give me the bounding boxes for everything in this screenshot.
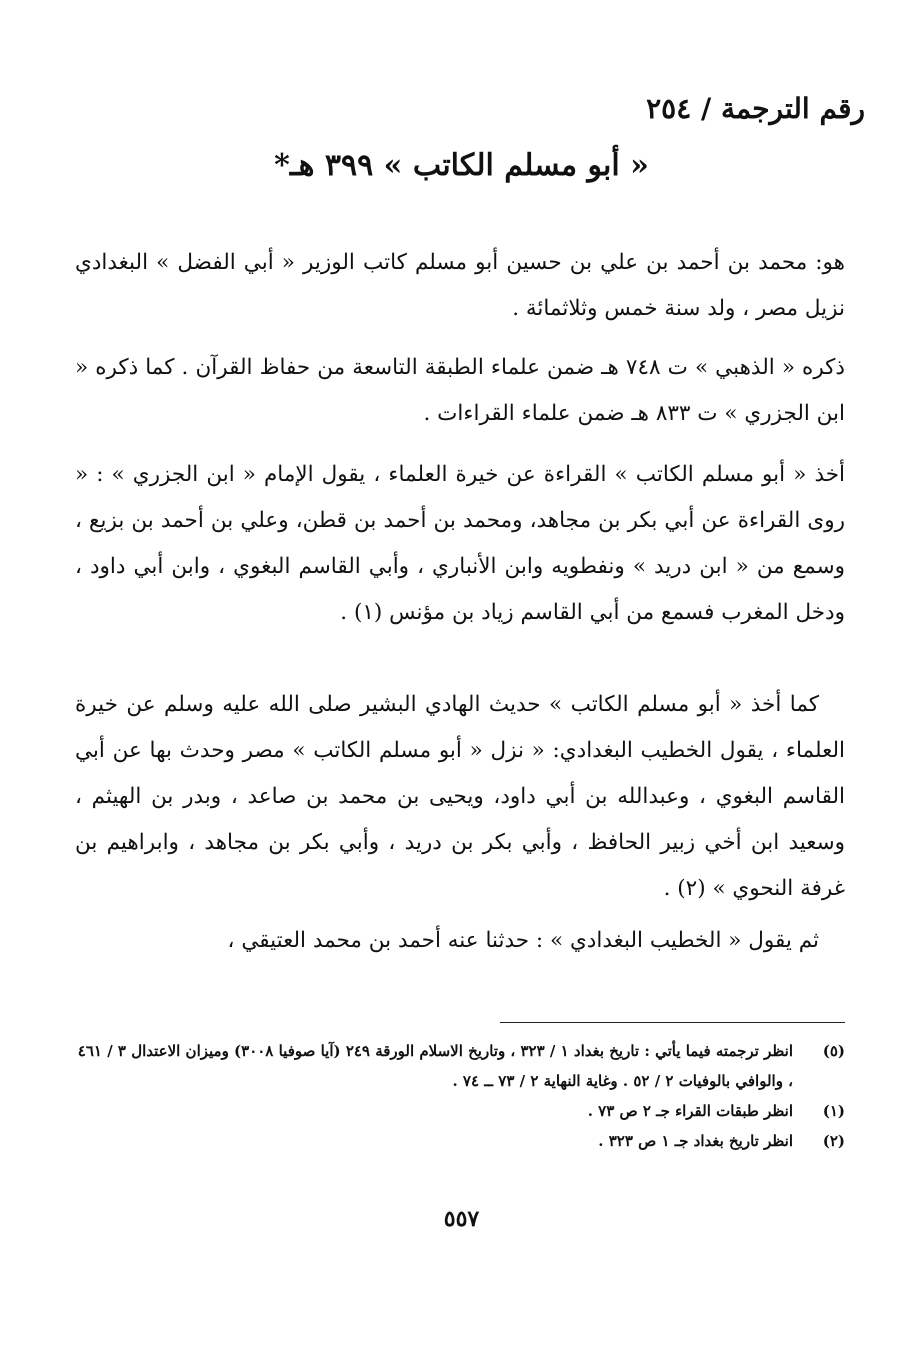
footnote-item [75,1096,845,1126]
footnote-text: انظر تاريخ بغداد جـ ١ ص ٣٢٣ . [598,1132,793,1150]
paragraph-continuation: ثم يقول « الخطيب البغدادي » : حدثنا عنه أحمد بن محمد العتيقي ، [227,928,819,953]
entry-number-heading: رقم الترجمة / ٢٥٤ [646,92,865,125]
footnote-text: انظر ترجمته فيما يأتي : تاريخ بغداد ١ / ٣٢٣ ، وتاريخ الاسلام الورقة ٢٤٩ (آيا صوفيا ٣٠٠٨) وميزان الاعتدال ٣ / ٤٦١ ، والوافي بالوفيات ٢ / ٥٢ . وغاية النهاية ٢ / ٧٣ ــ ٧٤ . [77,1042,793,1090]
paragraph-teachers-hadith: كما أخذ « أبو مسلم الكاتب » حديث الهادي البشير صلى الله عليه وسلم عن خيرة العلماء ، يقول الخطيب البغدادي: « نزل « أبو مسلم الكاتب » مصر وحدث بها عن أبي القاسم البغوي ، وعبدالله بن أبي داود، ويحيى بن محمد بن صاعد ، وبدر بن الهيثم ، وسعيد ابن أخي زبير الحافظ ، وأبي بكر بن دريد ، وأبي بكر بن مجاهد ، وابراهيم بن غرفة النحوي » (٢) . [75,692,845,901]
footnote-item [75,1036,845,1096]
footnotes [75,1036,845,1156]
paragraph-identity: هو: محمد بن أحمد بن علي بن حسين أبو مسلم كاتب الوزير « أبي الفضل » البغدادي نزيل مصر ، ولد سنة خمس وثلاثمائة . [75,250,845,321]
entry-title: « أبو مسلم الكاتب » ٣٩٩ هـ* [274,148,649,183]
footnote-marker: (٢) [822,1132,845,1150]
footnote-divider [500,1022,845,1023]
footnote-text: انظر طبقات القراء جـ ٢ ص ٧٣ . [587,1102,793,1120]
footnote-marker: (١) [822,1102,845,1120]
paragraph-mentions: ذكره « الذهبي » ت ٧٤٨ هـ ضمن علماء الطبقة التاسعة من حفاظ القرآن . كما ذكره « ابن الجزري » ت ٨٣٣ هـ ضمن علماء القراءات . [75,355,845,426]
paragraph-teachers-qiraat: أخذ « أبو مسلم الكاتب » القراءة عن خيرة العلماء ، يقول الإمام « ابن الجزري » : « روى القراءة عن أبي بكر بن مجاهد، ومحمد بن أحمد بن قطن، وعلي بن أحمد بن بزيع ، وسمع من « ابن دريد » ونفطويه وابن الأنباري ، وأبي القاسم البغوي ، وابن أبي داود ، ودخل المغرب فسمع من أبي القاسم زياد بن مؤنس (١) . [75,462,845,625]
page-number: ٥٥٧ [443,1206,480,1232]
footnote-marker: (٥) [822,1042,845,1060]
footnote-item [75,1126,845,1156]
